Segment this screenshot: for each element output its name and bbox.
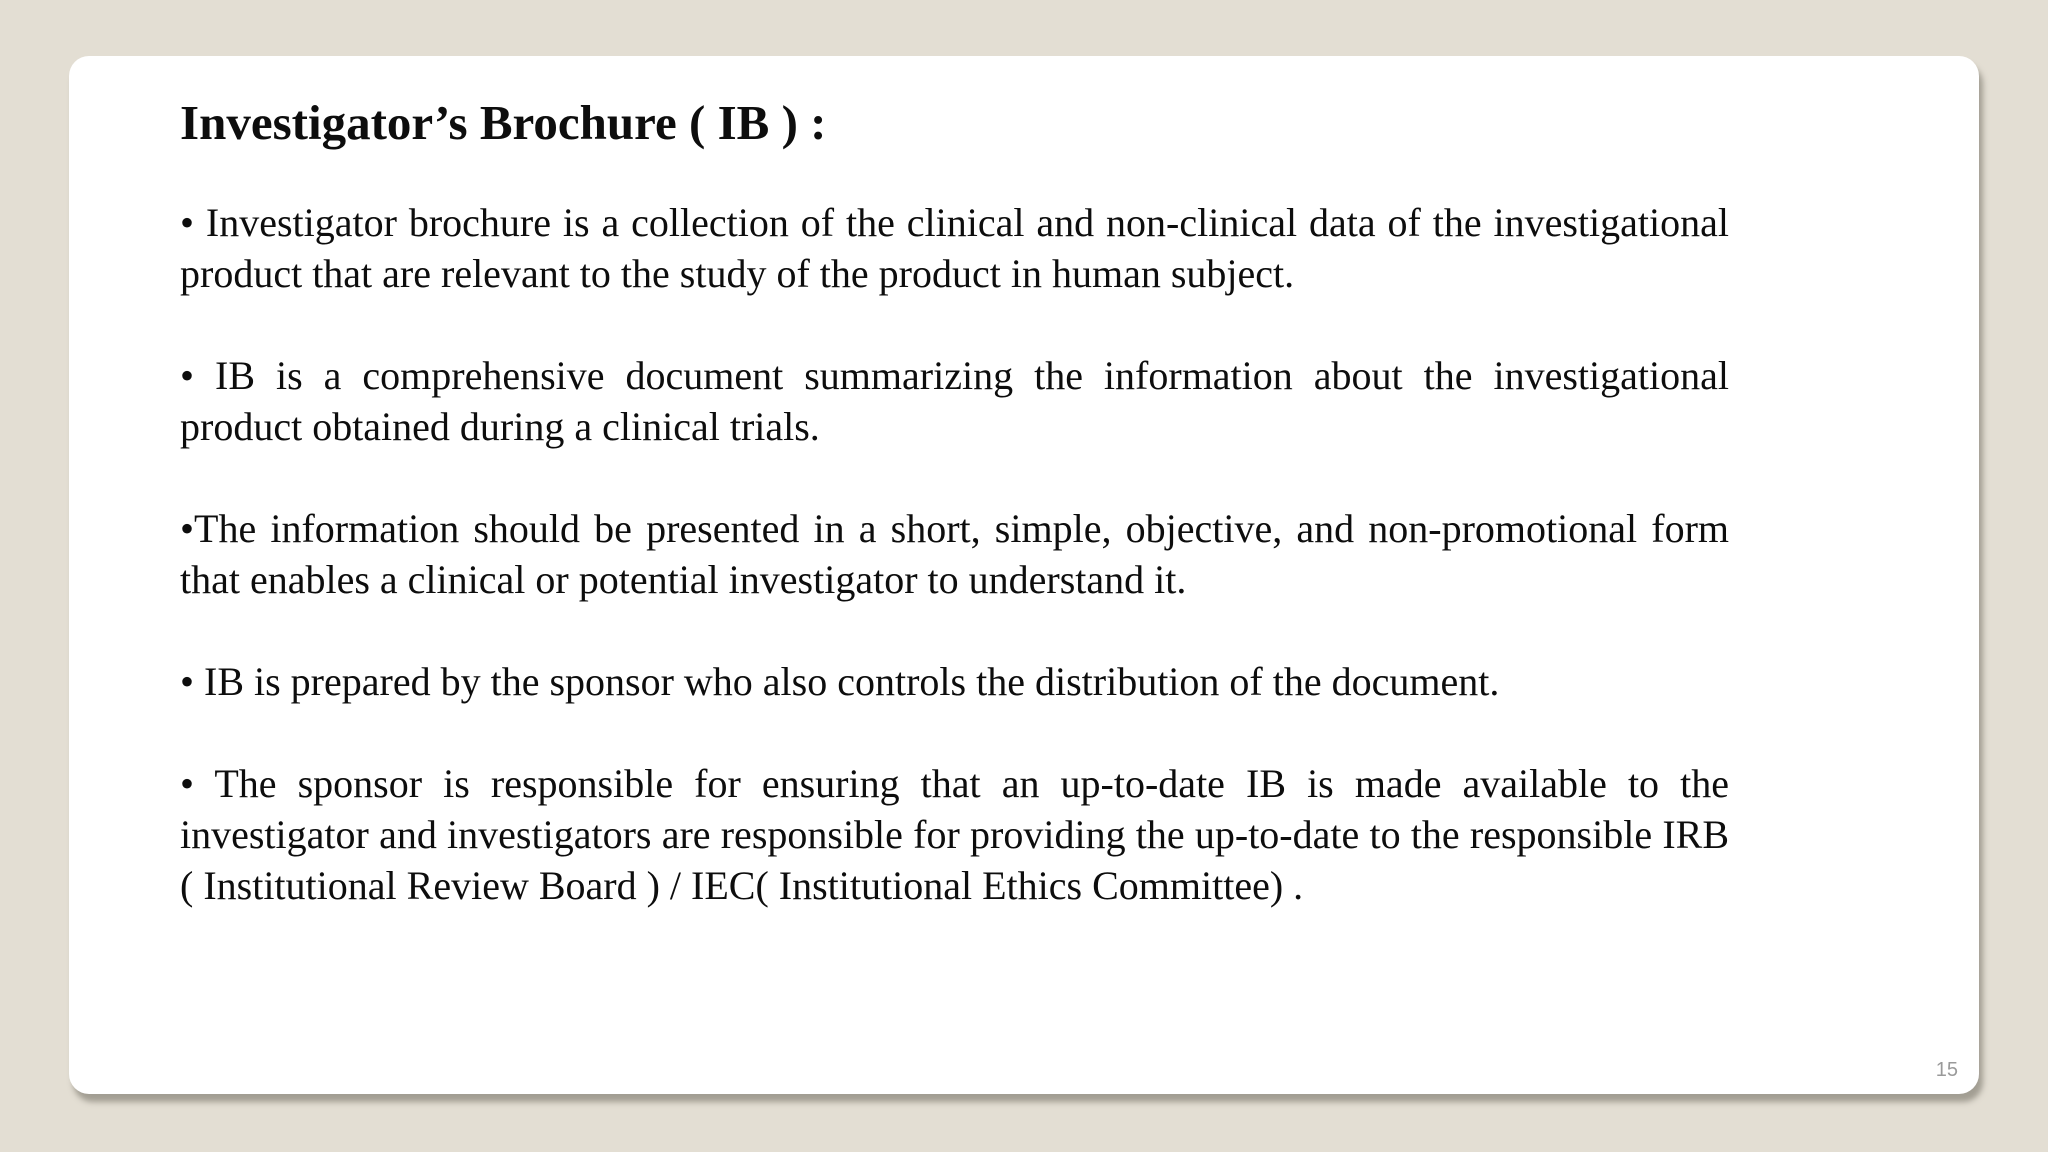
bullet-item-4: • IB is prepared by the sponsor who also controls the distribution of the document.	[180, 659, 1500, 704]
bullet-item-3: •The information should be presented in a short, simple, objective, and non-promotional form that enables a clinical or potential investigator to understand it.	[180, 506, 1729, 602]
slide-title: Investigator’s Brochure ( IB ) :	[180, 95, 827, 150]
bullet-list	[180, 197, 1729, 962]
bullet-item-2: • IB is a comprehensive document summarizing the information about the investigational product obtained during a clinical trials.	[180, 353, 1729, 449]
bullet-item-1: • Investigator brochure is a collection of the clinical and non-clinical data of the investigational product that are relevant to the study of the product in human subject.	[180, 200, 1729, 296]
slide-number: 15	[1935, 1059, 1958, 1081]
bullet-item-5: • The sponsor is responsible for ensuring that an up-to-date IB is made available to the investigator and investigators are responsible for providing the up-to-date to the responsible IRB ( Institutional Review Board ) / IEC( Institutional Ethics Committee) .	[180, 761, 1729, 908]
